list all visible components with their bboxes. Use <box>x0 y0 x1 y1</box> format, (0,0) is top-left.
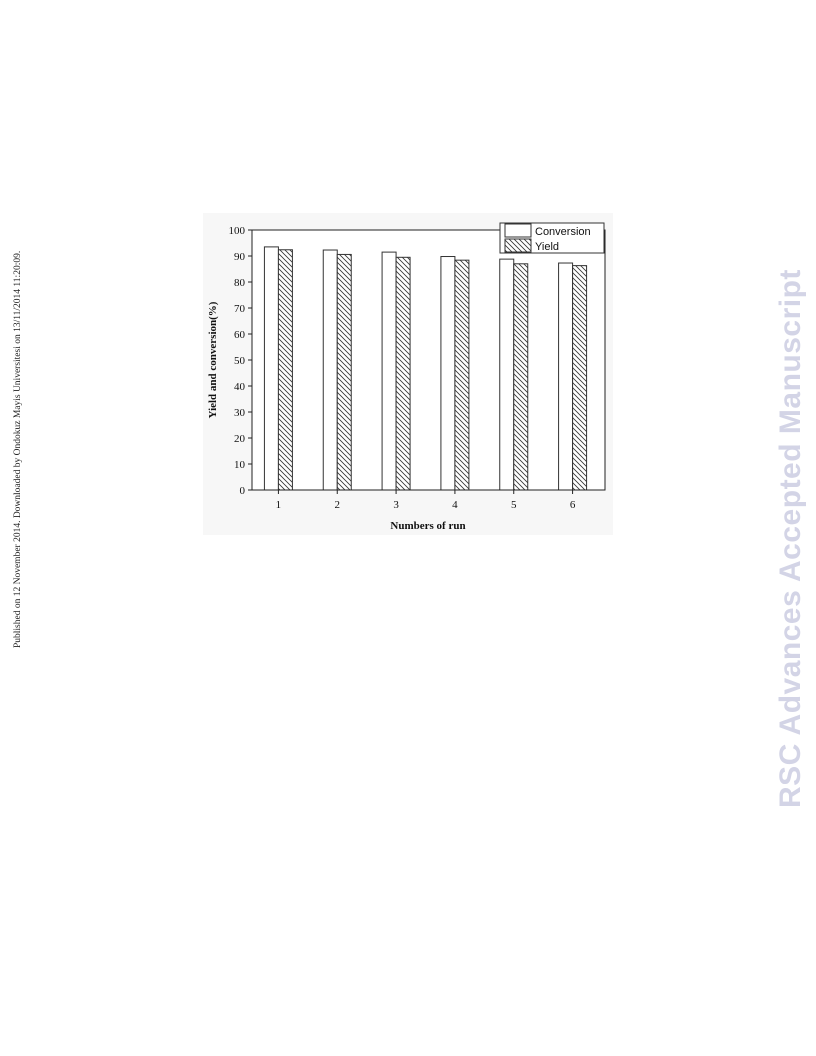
y-tick-label: 0 <box>239 485 245 497</box>
bar-yield-5 <box>514 264 528 490</box>
bar-yield-3 <box>396 257 410 490</box>
bar-yield-4 <box>455 260 469 490</box>
bar-chart <box>203 213 613 535</box>
publication-note: Published on 12 November 2014. Downloaded by Ondokuz Mayis Universitesi on 13/11/2014 11:20:09. <box>13 250 23 648</box>
bar-yield-6 <box>573 266 587 490</box>
legend <box>500 223 604 253</box>
x-tick-label: 5 <box>511 499 517 511</box>
legend-swatch-yield <box>505 239 531 252</box>
y-tick-label: 100 <box>228 225 245 237</box>
y-tick-label: 20 <box>234 433 245 445</box>
y-axis-title: Yield and conversion(%) <box>207 301 219 419</box>
plot-area <box>252 230 605 490</box>
bar-conversion-4 <box>441 257 455 490</box>
x-tick-label: 6 <box>569 499 576 511</box>
x-tick-label: 4 <box>452 499 458 511</box>
bar-conversion-2 <box>323 250 337 490</box>
bar-conversion-1 <box>264 247 278 490</box>
chart-svg <box>203 213 613 535</box>
y-tick-label: 80 <box>234 277 245 289</box>
watermark: RSC Advances Accepted Manuscript <box>774 269 807 808</box>
y-tick-label: 50 <box>234 355 245 367</box>
x-tick-label: 2 <box>334 499 340 511</box>
y-tick-label: 30 <box>234 407 245 419</box>
x-axis-title: Numbers of run <box>390 520 466 532</box>
bar-conversion-3 <box>382 252 396 490</box>
legend-label-conversion: Conversion <box>535 226 591 238</box>
x-tick-label: 3 <box>393 499 399 511</box>
x-tick-label: 1 <box>275 499 282 511</box>
legend-swatch-conversion <box>505 224 531 237</box>
y-tick-label: 10 <box>234 459 245 471</box>
bar-yield-2 <box>337 254 351 490</box>
y-tick-label: 70 <box>234 303 245 315</box>
y-tick-label: 60 <box>234 329 245 341</box>
legend-label-yield: Yield <box>535 241 560 253</box>
y-tick-label: 90 <box>234 251 245 263</box>
bar-conversion-5 <box>500 259 514 490</box>
bar-conversion-6 <box>559 263 573 490</box>
bar-yield-1 <box>278 250 292 490</box>
y-tick-label: 40 <box>234 381 245 393</box>
